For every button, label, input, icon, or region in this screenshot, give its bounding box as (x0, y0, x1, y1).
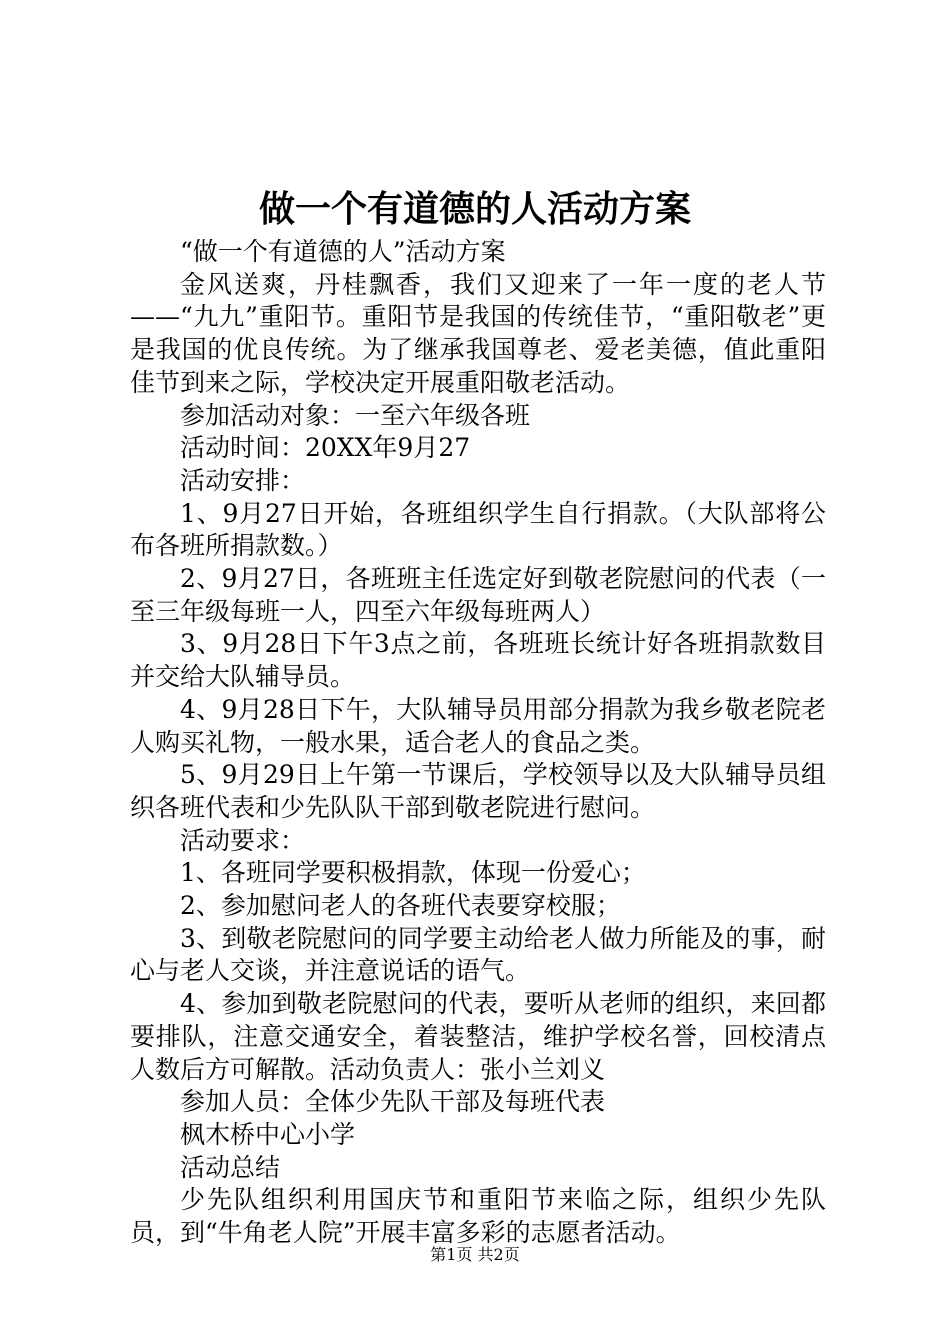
document-title: 做一个有道德的人活动方案 (258, 188, 691, 230)
paragraph-requirement-item: 3、到敬老院慰问的同学要主动给老人做力所能及的事，耐心与老人交谈，并注意说话的语气。 (130, 923, 826, 986)
paragraph-school-name: 枫木桥中心小学 (180, 1119, 356, 1149)
paragraph-summary-heading: 活动总结 (180, 1152, 281, 1182)
paragraph-arrangement-item: 1、9月27日开始，各班组织学生自行捐款。（大队部将公布各班所捐款数。） (130, 498, 826, 561)
paragraph-intro: 金风送爽，丹桂飘香，我们又迎来了一年一度的老人节——“九九”重阳节。重阳节是我国的传统佳节，“重阳敬老”更是我国的优良传统。为了继承我国尊老、爱老美德，值此重阳佳节到来之际，学校决定开展重阳敬老活动。 (130, 269, 826, 397)
paragraph-arrangement-heading: 活动安排： (180, 465, 306, 495)
document-body (130, 236, 826, 1250)
paragraph-summary: 少先队组织利用国庆节和重阳节来临之际，组织少先队员，到“牛角老人院”开展丰富多彩的志愿者活动。 (130, 1185, 826, 1248)
paragraph-activity-time: 活动时间：20XX年9月27 (180, 433, 471, 463)
paragraph-requirement-item: 2、参加慰问老人的各班代表要穿校服； (180, 891, 621, 921)
paragraph-arrangement-item: 5、9月29日上午第一节课后，学校领导以及大队辅导员组织各班代表和少先队队干部到敬老院进行慰问。 (130, 760, 826, 822)
page-number: 第1页 共2页 (430, 1245, 520, 1264)
paragraph-subtitle: “做一个有道德的人”活动方案 (180, 237, 506, 266)
paragraph-requirement-item: 4、参加到敬老院慰问的代表，要听从老师的组织，来回都要排队，注意交通安全，着装整洁，维护学校名誉，回校清点人数后方可解散。活动负责人：张小兰刘义 (130, 989, 826, 1084)
paragraph-arrangement-item: 4、9月28日下午，大队辅导员用部分捐款为我乡敬老院老人购买礼物，一般水果，适合老人的食品之类。 (130, 694, 826, 757)
paragraph-arrangement-item: 2、9月27日，各班班主任选定好到敬老院慰问的代表（一至三年级每班一人，四至六年级每班两人） (130, 564, 826, 626)
paragraph-requirements-heading: 活动要求： (180, 825, 306, 855)
paragraph-participants: 参加活动对象：一至六年级各班 (180, 400, 531, 430)
paragraph-requirement-item: 1、各班同学要积极捐款，体现一份爱心； (180, 858, 646, 888)
paragraph-arrangement-item: 3、9月28日下午3点之前，各班班长统计好各班捐款数目并交给大队辅导员。 (130, 629, 826, 692)
paragraph-personnel: 参加人员：全体少先队干部及每班代表 (180, 1087, 606, 1117)
